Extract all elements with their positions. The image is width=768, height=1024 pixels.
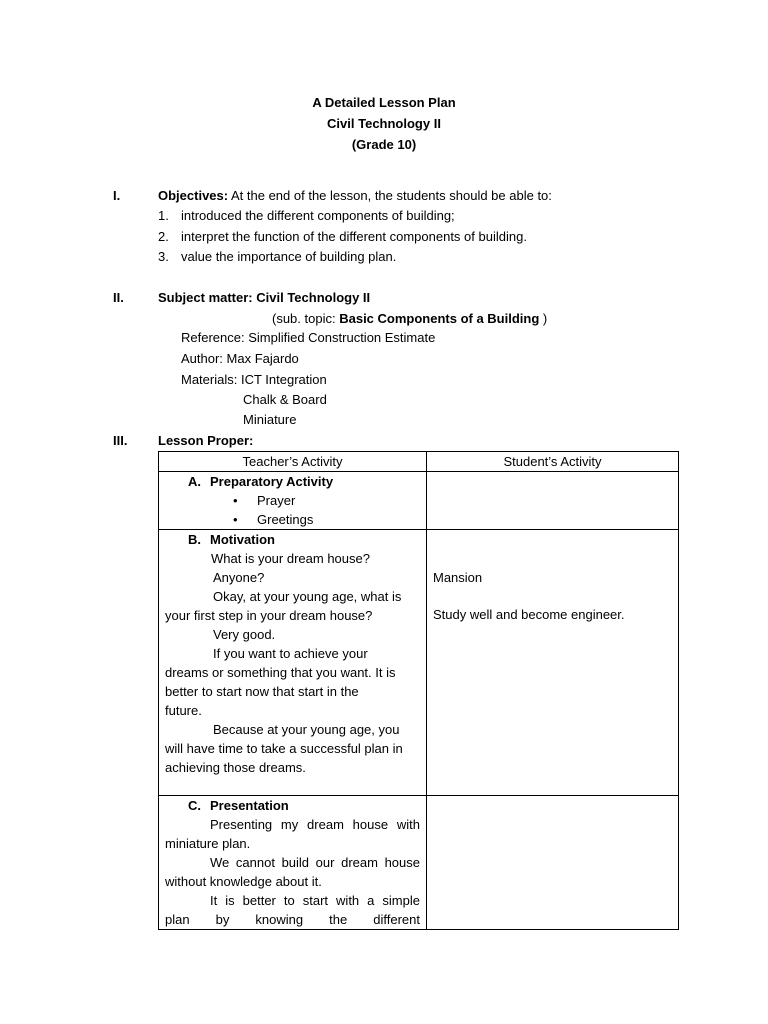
bullet-text: Greetings [257, 512, 314, 527]
section-title: Preparatory Activity [210, 474, 334, 489]
teacher-line: Very good. [213, 627, 276, 642]
objective-number: 3. [158, 249, 169, 264]
section-letter: C. [188, 798, 201, 813]
objective-number: 2. [158, 229, 169, 244]
teacher-line: If you want to achieve your [213, 646, 368, 661]
table-header-row [159, 452, 679, 472]
document-grade: (Grade 10) [351, 137, 417, 152]
reference-line: Reference: Simplified Construction Estimate [181, 330, 436, 345]
subject-matter-value: Civil Technology II [256, 290, 371, 305]
teacher-line: your first step in your dream house? [165, 608, 373, 623]
section-numeral-lesson-proper: III. [113, 433, 128, 448]
teacher-line: without knowledge about it. [165, 874, 322, 889]
teacher-line: miniature plan. [165, 836, 251, 851]
author-line: Author: Max Fajardo [181, 351, 299, 366]
section-title: Motivation [210, 532, 275, 547]
preparatory-student-cell [427, 472, 679, 530]
section-heading [165, 472, 420, 491]
preparatory-activity-cell [159, 472, 427, 530]
presentation-student-cell [427, 796, 679, 930]
objective-item [158, 247, 396, 266]
lesson-proper-label: Lesson Proper: [158, 433, 254, 448]
teacher-line: future. [165, 703, 202, 718]
section-heading [165, 796, 420, 815]
objective-item [158, 206, 455, 225]
student-answer: Study well and become engineer. [433, 607, 625, 622]
teacher-line: It is better to start with a simple [210, 893, 420, 908]
section-title: Presentation [210, 798, 289, 813]
document-title: A Detailed Lesson Plan [312, 95, 456, 110]
subtopic-prefix: (sub. topic: [272, 311, 336, 326]
teacher-activity-header: Teacher’s Activity [159, 452, 427, 472]
motivation-student-cell [427, 530, 679, 796]
teacher-line: achieving those dreams. [165, 760, 306, 775]
motivation-cell [159, 530, 427, 796]
table-row [159, 796, 679, 930]
table-row [159, 472, 679, 530]
teacher-line: What is your dream house? [211, 551, 370, 566]
bullet-text: Prayer [257, 493, 296, 508]
lesson-table [158, 451, 679, 930]
teacher-line: Anyone? [213, 570, 265, 585]
teacher-line: dreams or something that you want. It is [165, 665, 396, 680]
teacher-line: better to start now that start in the [165, 684, 359, 699]
presentation-cell [159, 796, 427, 930]
teacher-line: will have time to take a successful plan in [165, 741, 403, 756]
teacher-line: Presenting my dream house with [210, 817, 420, 832]
objectives-heading [158, 186, 552, 205]
section-heading [165, 530, 420, 549]
materials-item: Miniature [243, 412, 297, 427]
objective-text: interpret the function of the different components of building. [181, 229, 527, 244]
objective-text: value the importance of building plan. [181, 249, 397, 264]
section-letter: B. [188, 532, 201, 547]
section-letter: A. [188, 474, 201, 489]
subtopic-title: Basic Components of a Building [339, 311, 540, 326]
list-item [165, 491, 420, 510]
subtopic-line [272, 309, 547, 328]
student-activity-header: Student’s Activity [427, 452, 679, 472]
subject-matter-heading [158, 288, 370, 307]
teacher-line: Okay, at your young age, what is [213, 589, 402, 604]
subject-matter-label: Subject matter: [158, 290, 253, 305]
teacher-line: We cannot build our dream house [210, 855, 420, 870]
objectives-label: Objectives: [158, 188, 229, 203]
objective-item [158, 227, 527, 246]
table-row [159, 530, 679, 796]
objective-number: 1. [158, 208, 169, 223]
objectives-intro: At the end of the lesson, the students should be able to: [231, 188, 552, 203]
materials-item: Chalk & Board [243, 392, 327, 407]
student-answer: Mansion [433, 570, 483, 585]
list-item [165, 510, 420, 529]
section-numeral-objectives: I. [113, 188, 121, 203]
document-subject: Civil Technology II [327, 116, 441, 131]
materials-line: Materials: ICT Integration [181, 372, 327, 387]
teacher-line: Because at your young age, you [213, 722, 400, 737]
objective-text: introduced the different components of building; [181, 208, 455, 223]
section-numeral-subject-matter: II. [113, 290, 124, 305]
teacher-line: plan by knowing the different [165, 912, 420, 927]
subtopic-suffix: ) [542, 311, 548, 326]
